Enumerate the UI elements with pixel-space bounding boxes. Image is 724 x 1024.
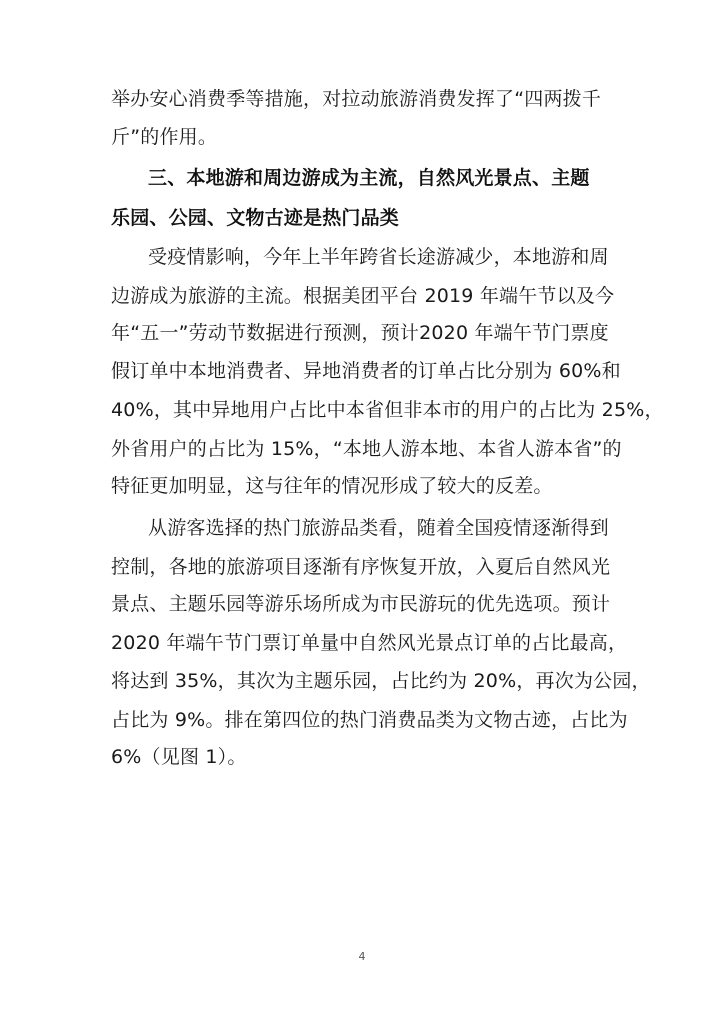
text-line: 斤”的作用。 <box>111 126 218 148</box>
text-line: 年“五一”劳动节数据进行预测，预计2020 年端午节门票度 <box>111 322 609 344</box>
section-heading: 三、本地游和周边游成为主流，自然风光景点、主题 <box>148 167 590 189</box>
text-line: 受疫情影响，今年上半年跨省长途游减少，本地游和周 <box>148 246 609 268</box>
page-number: 4 <box>358 950 366 963</box>
text-line: 6%（见图 1）。 <box>111 746 247 768</box>
text-line: 外省用户的占比为 15%，“本地人游本地、本省人游本省”的 <box>111 438 622 460</box>
text-line: 将达到 35%，其次为主题乐园，占比约为 20%，再次为公园， <box>111 670 651 692</box>
text-line: 占比为 9%。排在第四位的热门消费品类为文物古迹，占比为 <box>111 709 628 731</box>
text-line: 边游成为旅游的主流。根据美团平台 2019 年端午节以及今 <box>111 285 615 307</box>
text-line: 控制，各地的旅游项目逐渐有序恢复开放，入夏后自然风光 <box>111 556 611 578</box>
text-line: 2020 年端午节门票订单量中自然风光景点订单的占比最高， <box>111 632 628 654</box>
text-line: 景点、主题乐园等游乐场所成为市民游玩的优先选项。预计 <box>111 593 611 615</box>
text-line: 40%，其中异地用户占比中本省但非本市的用户的占比为 25%， <box>111 399 664 421</box>
text-line: 假订单中本地消费者、异地消费者的订单占比分别为 60%和 <box>111 360 621 382</box>
section-heading: 乐园、公园、文物古迹是热门品类 <box>111 207 400 229</box>
text-line: 从游客选择的热门旅游品类看，随着全国疫情逐渐得到 <box>148 517 609 539</box>
text-line: 特征更加明显，这与往年的情况形成了较大的反差。 <box>111 475 553 497</box>
text-line: 举办安心消费季等措施，对拉动旅游消费发挥了“四两拨千 <box>111 88 602 110</box>
